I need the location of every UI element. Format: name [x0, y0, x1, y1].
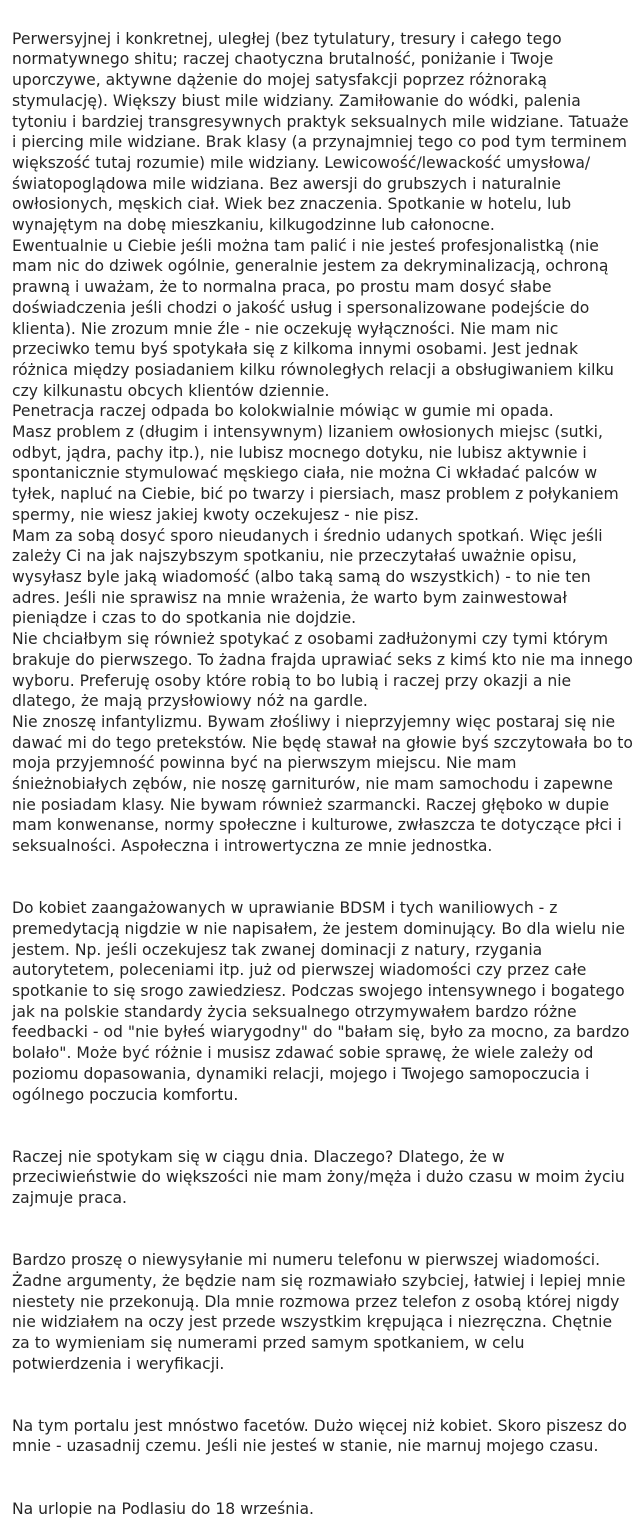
listing-description	[12, 8, 634, 1540]
description-portal-paragraph: Na tym portalu jest mnóstwo facetów. Dużo więcej niż kobiet. Skoro piszesz do mnie - uzasadnij czemu. Jeśli nie jesteś w stanie, nie marnuj mojego czasu.	[12, 1416, 627, 1456]
description-phone-paragraph: Bardzo proszę o niewysyłanie mi numeru telefonu w pierwszej wiadomości. Żadne argumenty, że będzie nam się rozmawiało szybciej, łatwiej i lepiej mnie niestety nie przekonują. Dla mnie rozmowa przez telefon z osobą której nigdy nie widziałem na oczy jest przede wszystkim krępująca i niezręczna. Chętnie za to wymieniam się numerami przed samym spotkaniem, w celu potwierdzenia i weryfikacji.	[12, 1251, 626, 1373]
description-vacation-note: Na urlopie na Podlasiu do 18 września.	[12, 1499, 314, 1518]
description-bdsm-paragraph: Do kobiet zaangażowanych w uprawianie BDSM i tych waniliowych - z premedytacją nigdzie w nie napisałem, że jestem dominujący. Bo dla wielu nie jestem. Np. jeśli oczekujesz tak zwanej dominacji z natury, rzygania autorytetem, poleceniami itp. już od pierwszej wiadomości czy przez całe spotkanie to się srogo zawiedziesz. Podczas swojego intensywnego i bogatego jak na polskie standardy życia seksualnego otrzymywałem bardzo różne feedbacki - od "nie byłeś wiarygodny" do "bałam się, było za mocno, za bardzo bolało". Może być różnie i musisz zdawać sobie sprawę, że wiele zależy od poziomu dopasowania, dynamiki relacji, mojego i Twojego samopoczucia i ogólnego poczucia komfortu.	[12, 899, 630, 1104]
description-schedule-paragraph: Raczej nie spotykam się w ciągu dnia. Dlaczego? Dlatego, że w przeciwieństwie do większości nie mam żony/męża i dużo czasu w moim życiu zajmuje praca.	[12, 1147, 625, 1208]
description-main-paragraph: Perwersyjnej i konkretnej, uległej (bez tytulatury, tresury i całego tego normatywnego shitu; raczej chaotyczna brutalność, poniżanie i Twoje uporczywe, aktywne dążenie do mojej satysfakcji poprzez różnoraką stymulację). Większy biust mile widziany. Zamiłowanie do wódki, palenia tytoniu i bardziej transgresywnych praktyk seksualnych mile widziane. Tatuaże i piercing mile widziane. Brak klasy (a przynajmniej tego co pod tym terminem większość tutaj rozumie) mile widziany. Lewicowość/lewackość umysłowa/światopoglądowa mile widziana. Bez awersji do grubszych i naturalnie owłosionych, męskich ciał. Wiek bez znaczenia. Spotkanie w hotelu, lub wynajętym na dobę mieszkaniu, kilkugodzinne lub całonocne. Ewentualnie u Ciebie jeśli można tam palić i nie jesteś profesjonalistką (nie mam nic do dziwek ogólnie, generalnie jestem za dekryminalizacją, ochroną prawną i uważam, że to normalna praca, po prostu mam dosyć słabe doświadczenia jeśli chodzi o jakość usług i spersonalizowane podejście do klienta). Nie zrozum mnie źle - nie oczekuję wyłączności. Nie mam nic przeciwko temu byś spotykała się z kilkoma innymi osobami. Jest jednak różnica między posiadaniem kilku równoległych relacji a obsługiwaniem kilku czy kilkunastu obcych klientów dziennie. Penetracja raczej odpada bo kolokwialnie mówiąc w gumie mi opada. Masz problem z (długim i intensywnym) lizaniem owłosionych miejsc (sutki, odbyt, jądra, pachy itp.), nie lubisz mocnego dotyku, nie lubisz aktywnie i spontanicznie stymulować męskiego ciała, nie można Ci wkładać palców w tyłek, napluć na Ciebie, bić po twarzy i piersiach, masz problem z połykaniem spermy, nie wiesz jakiej kwoty oczekujesz - nie pisz. Mam za sobą dosyć sporo nieudanych i średnio udanych spotkań. Więc jeśli zależy Ci na jak najszybszym spotkaniu, nie przeczytałaś uważnie opisu, wysyłasz byle jaką wiadomość (albo taką samą do wszystkich) - to nie ten adres. Jeśli nie sprawisz na mnie wrażenia, że warto bym zainwestował pieniądze i czas to do spotkania nie dojdzie. Nie chciałbym się również spotykać z osobami zadłużonymi czy tymi którym brakuje do pierwszego. To żadna frajda uprawiać seks z kimś kto nie ma innego wyboru. Preferuję osoby które robią to bo lubią i raczej przy okazji a nie dlatego, że mają przysłowiowy nóż na gardle. Nie znoszę infantylizmu. Bywam złośliwy i nieprzyjemny więc postaraj się nie dawać mi do tego pretekstów. Nie będę stawał na głowie byś szczytowała bo to moja przyjemność powinna być na pierwszym miejscu. Nie mam śnieżnobiałych zębów, nie noszę garniturów, nie mam samochodu i zapewne nie posiadam klasy. Nie bywam również szarmancki. Raczej głęboko w dupie mam konwenanse, normy społeczne i kulturowe, zwłaszcza te dotyczące płci i seksualności. Aspołeczna i introwertyczna ze mnie jednostka.	[12, 29, 633, 856]
